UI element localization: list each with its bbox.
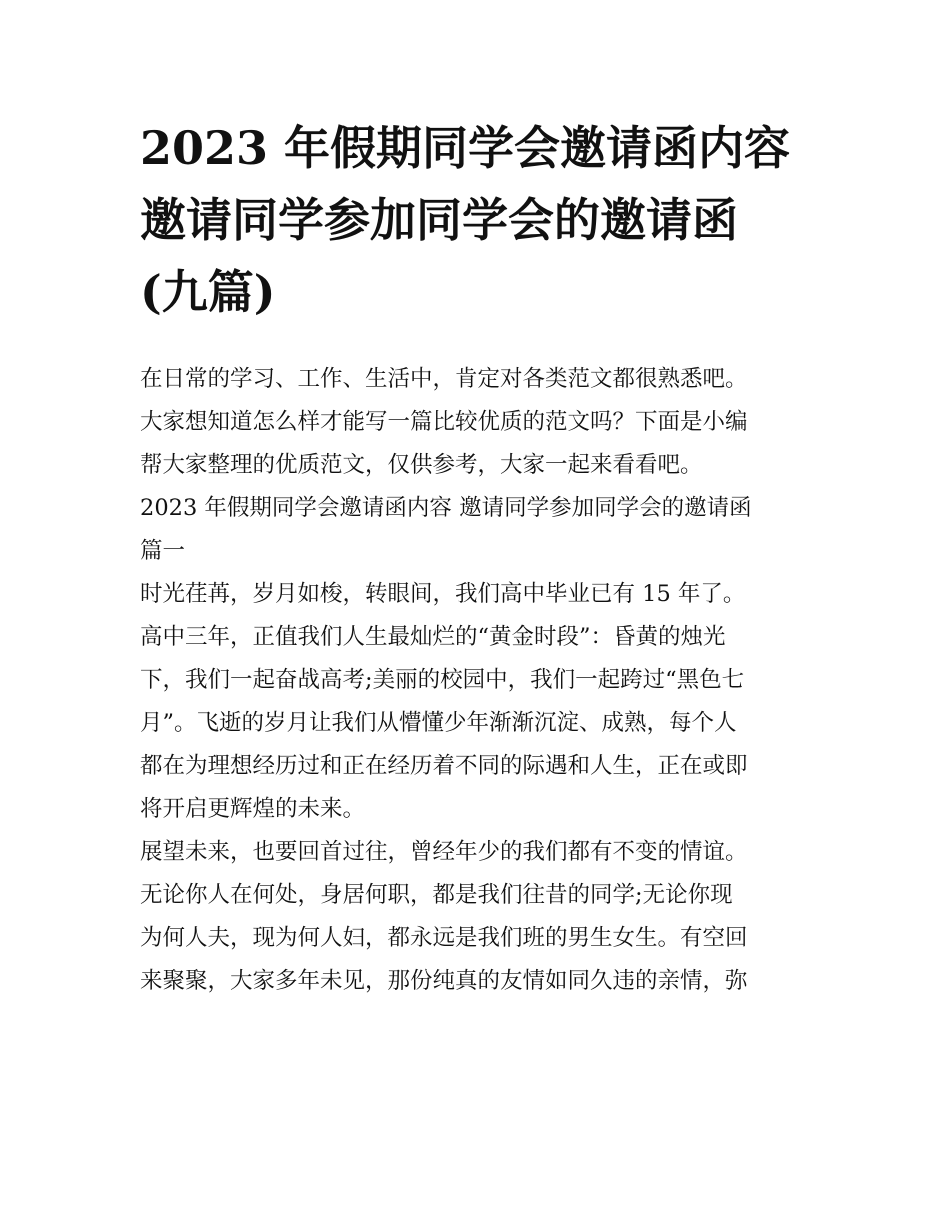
body-line: 展望未来，也要回首过往，曾经年少的我们都有不变的情谊。 <box>140 839 748 865</box>
document-title <box>140 112 830 328</box>
title-line-3: (九篇) <box>140 265 276 319</box>
body-line: 为何人夫，现为何人妇，都永远是我们班的男生女生。有空回 <box>140 925 748 951</box>
body-line: 帮大家整理的优质范文，仅供参考，大家一起来看看吧。 <box>140 452 703 478</box>
document-body <box>140 358 830 1003</box>
body-line: 下，我们一起奋战高考;美丽的校园中，我们一起跨过“黑色七 <box>140 667 745 693</box>
body-line: 在日常的学习、工作、生活中，肯定对各类范文都很熟悉吧。 <box>140 366 748 392</box>
body-line: 时光荏苒，岁月如梭，转眼间，我们高中毕业已有 15 年了。 <box>140 581 746 607</box>
body-line: 来聚聚，大家多年未见，那份纯真的友情如同久违的亲情，弥 <box>140 968 748 994</box>
body-line: 将开启更辉煌的未来。 <box>140 796 366 822</box>
body-line: 月”。飞逝的岁月让我们从懵懂少年渐渐沉淀、成熟，每个人 <box>140 710 737 736</box>
body-line: 大家想知道怎么样才能写一篇比较优质的范文吗？下面是小编 <box>140 409 748 435</box>
section-heading-line: 2023 年假期同学会邀请函内容 邀请同学参加同学会的邀请函 <box>140 495 752 521</box>
title-line-1: 2023 年假期同学会邀请函内容 <box>140 121 791 175</box>
body-line: 都在为理想经历过和正在经历着不同的际遇和人生，正在或即 <box>140 753 748 779</box>
body-line: 高中三年，正值我们人生最灿烂的“黄金时段”：昏黄的烛光 <box>140 624 726 650</box>
body-line: 无论你人在何处，身居何职，都是我们往昔的同学;无论你现 <box>140 882 733 908</box>
section-heading-line: 篇一 <box>140 538 186 564</box>
title-line-2: 邀请同学参加同学会的邀请函 <box>140 193 738 247</box>
